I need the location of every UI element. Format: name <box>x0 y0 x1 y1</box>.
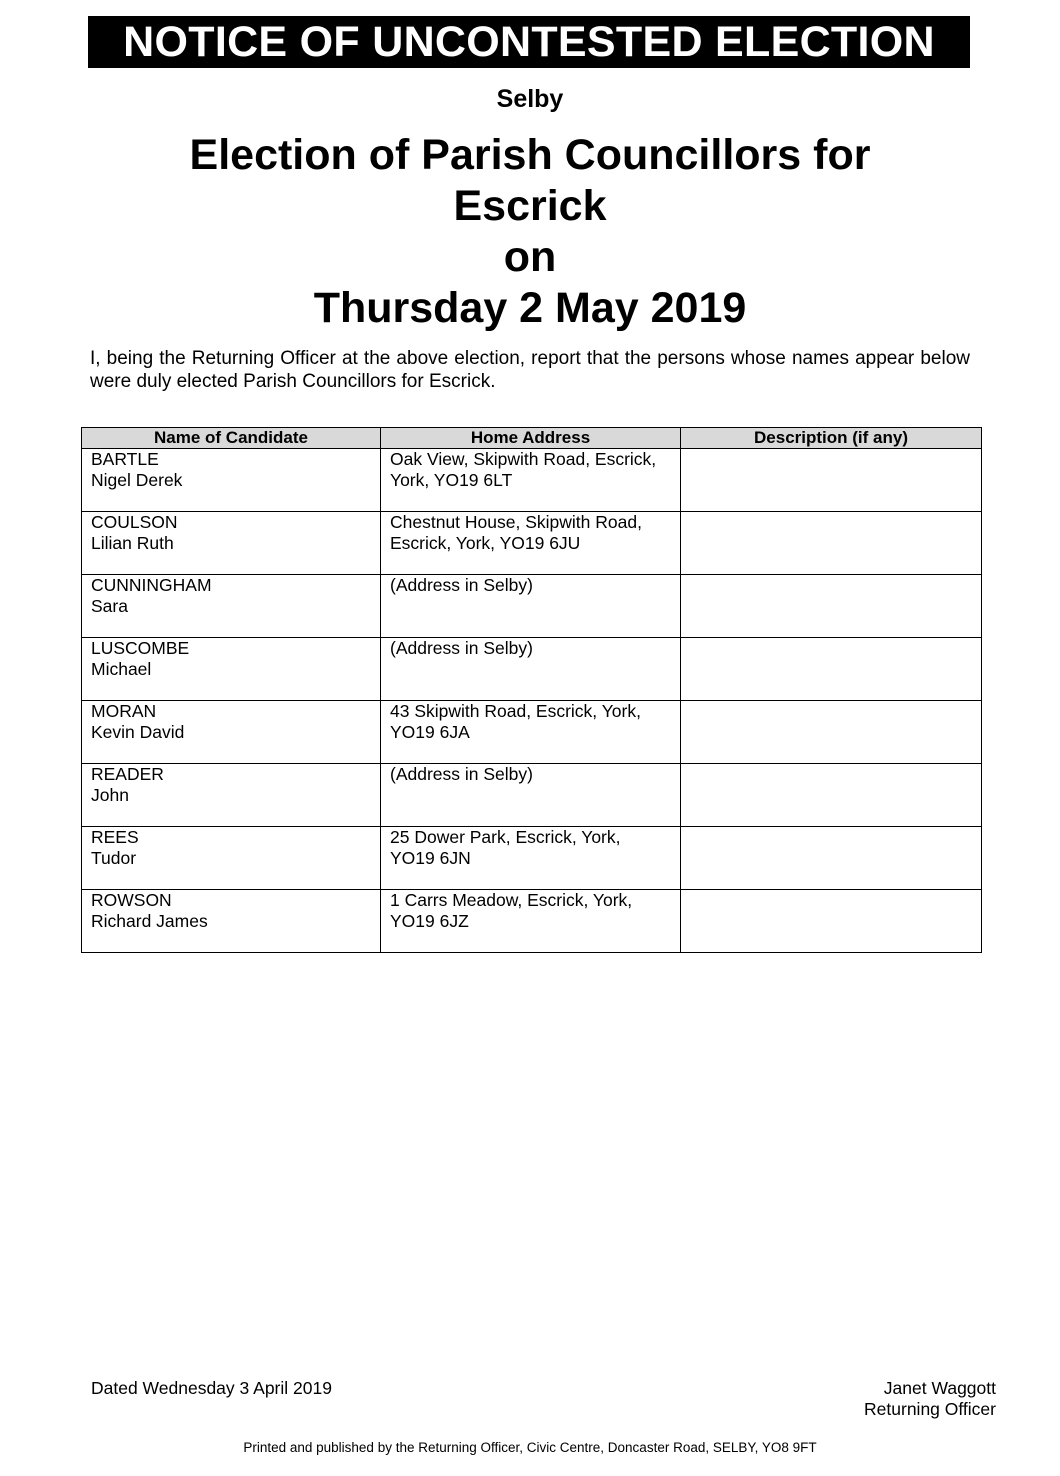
candidate-name-cell <box>82 890 381 953</box>
candidate-forenames: John <box>91 785 129 805</box>
table-row <box>82 890 982 953</box>
address-line: YO19 6JZ <box>390 911 469 931</box>
column-header-description: Description (if any) <box>681 428 982 449</box>
candidate-description-cell <box>681 575 982 638</box>
candidate-surname: REES <box>91 827 139 847</box>
candidate-name-cell <box>82 638 381 701</box>
candidate-surname: BARTLE <box>91 449 159 469</box>
table-row <box>82 764 982 827</box>
candidate-name-cell <box>82 701 381 764</box>
candidate-description-cell <box>681 764 982 827</box>
address-line: (Address in Selby) <box>390 764 533 784</box>
candidate-name-cell <box>82 512 381 575</box>
address-line: Escrick, York, YO19 6JU <box>390 533 581 553</box>
candidate-surname: MORAN <box>91 701 157 721</box>
address-line: (Address in Selby) <box>390 575 533 595</box>
candidate-address-cell <box>381 512 681 575</box>
candidate-name-cell <box>82 827 381 890</box>
candidate-forenames: Kevin David <box>91 722 185 742</box>
candidate-address-cell <box>381 575 681 638</box>
candidate-surname: CUNNINGHAM <box>91 575 212 595</box>
candidate-address-cell <box>381 890 681 953</box>
address-line: (Address in Selby) <box>390 638 533 658</box>
column-header-address: Home Address <box>381 428 681 449</box>
elected-candidates-table <box>81 427 982 953</box>
candidate-address-cell <box>381 638 681 701</box>
officer-name: Janet Waggott <box>883 1378 996 1398</box>
candidate-surname: LUSCOMBE <box>91 638 190 658</box>
returning-officer-statement: I, being the Returning Officer at the above election, report that the persons whose names appear below were duly elected Parish Councillors for Escrick. <box>90 348 970 392</box>
address-line: York, YO19 6LT <box>390 470 513 490</box>
address-line: Chestnut House, Skipwith Road, <box>390 512 642 532</box>
candidate-address-cell <box>381 449 681 512</box>
candidate-description-cell <box>681 449 982 512</box>
candidate-surname: COULSON <box>91 512 178 532</box>
candidate-forenames: Richard James <box>91 911 208 931</box>
table-row <box>82 638 982 701</box>
candidate-description-cell <box>681 890 982 953</box>
table-row <box>82 827 982 890</box>
election-title <box>0 130 1060 334</box>
candidate-forenames: Nigel Derek <box>91 470 183 490</box>
candidate-surname: ROWSON <box>91 890 172 910</box>
council-name: Selby <box>496 85 564 113</box>
candidate-surname: READER <box>91 764 164 784</box>
address-line: 43 Skipwith Road, Escrick, York, <box>390 701 641 721</box>
election-date: Thursday 2 May 2019 <box>313 284 747 332</box>
dated-line: Dated Wednesday 3 April 2019 <box>91 1378 332 1398</box>
candidate-name-cell <box>82 449 381 512</box>
election-title-line: Escrick <box>453 182 607 230</box>
address-line: Oak View, Skipwith Road, Escrick, <box>390 449 657 469</box>
candidate-description-cell <box>681 638 982 701</box>
table-row <box>82 449 982 512</box>
candidate-description-cell <box>681 827 982 890</box>
candidate-address-cell <box>381 701 681 764</box>
candidate-address-cell <box>381 827 681 890</box>
address-line: YO19 6JN <box>390 848 471 868</box>
column-header-name: Name of Candidate <box>82 428 381 449</box>
imprint-line: Printed and published by the Returning Officer, Civic Centre, Doncaster Road, SELBY, YO8 9FT <box>243 1440 817 1455</box>
table-row <box>82 701 982 764</box>
address-line: YO19 6JA <box>390 722 470 742</box>
address-line: 1 Carrs Meadow, Escrick, York, <box>390 890 633 910</box>
candidate-name-cell <box>82 764 381 827</box>
table-row <box>82 575 982 638</box>
table-header-row <box>82 428 982 449</box>
candidate-forenames: Tudor <box>91 848 137 868</box>
signature-block <box>864 1378 996 1420</box>
notice-banner: NOTICE OF UNCONTESTED ELECTION <box>88 16 970 68</box>
table-row <box>82 512 982 575</box>
candidate-description-cell <box>681 701 982 764</box>
officer-title: Returning Officer <box>864 1399 996 1419</box>
candidate-forenames: Sara <box>91 596 128 616</box>
address-line: 25 Dower Park, Escrick, York, <box>390 827 621 847</box>
candidate-address-cell <box>381 764 681 827</box>
candidate-name-cell <box>82 575 381 638</box>
election-title-line: Election of Parish Councillors for <box>189 131 871 179</box>
candidate-description-cell <box>681 512 982 575</box>
candidate-forenames: Lilian Ruth <box>91 533 174 553</box>
candidate-forenames: Michael <box>91 659 152 679</box>
election-title-line: on <box>503 233 557 281</box>
